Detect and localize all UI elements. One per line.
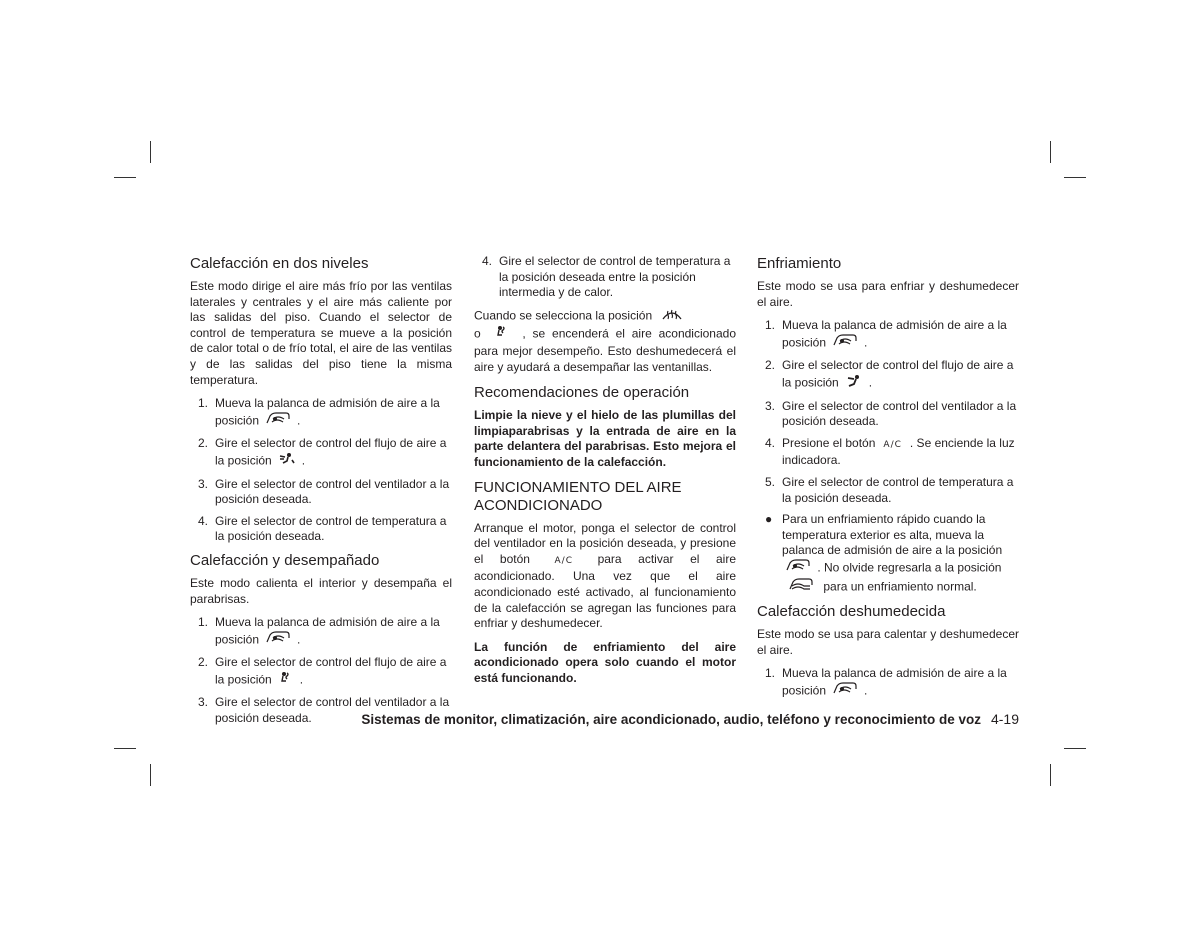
list-item [190, 436, 452, 470]
page-number: 4-19 [990, 711, 1019, 727]
list-item [474, 254, 736, 301]
air-recirculation-icon [832, 334, 858, 353]
text-span: . [868, 375, 873, 390]
section-title-heating-defogging: Calefacción y desempañado [190, 551, 380, 569]
step-number: 4. [198, 513, 209, 528]
air-recirculation-icon [785, 559, 811, 578]
step-number: 2. [198, 655, 209, 670]
step-number: 1. [765, 318, 776, 333]
step-text: Mueva la palanca de admisión de aire a la posición [782, 666, 1007, 698]
floor-defrost-icon [494, 325, 510, 344]
defrost-icon [661, 307, 683, 326]
step-number: 4. [482, 254, 493, 268]
step-number: 4. [765, 435, 776, 450]
steps-list [757, 318, 1019, 506]
bold-paragraph: La función de enfriamiento del aire acondicionado opera solo cuando el motor está funcionando. [474, 639, 736, 685]
text-span: para activar el aire acondicionado. Una vez que el aire acondicionado esté activado, al funcionamiento de la calefacción se agregan las funciones para enfriar y deshumedecer. [474, 551, 736, 631]
list-item [190, 396, 452, 430]
list-item [190, 477, 452, 508]
section-title-cooling: Enfriamiento [757, 255, 842, 272]
step-number: 1. [765, 666, 776, 681]
crop-mark [150, 764, 151, 786]
bold-paragraph: Limpie la nieve y el hielo de las plumillas del limpiaparabrisas y la entrada de aire en la parte delantera del parabrisas. Esto mejora el funcionamiento de la calefacción. [474, 408, 736, 469]
step-text: Gire el selector de control de temperatura a la posición deseada. [215, 513, 447, 544]
step-number: 1. [198, 615, 209, 630]
list-item [757, 318, 1019, 352]
section-title-dehumidified-heating: Calefacción deshumedecida [757, 603, 946, 621]
step-number: 2. [765, 358, 776, 373]
column-right [757, 254, 1019, 706]
step-text: Mueva la palanca de admisión de aire a la posición [782, 318, 1007, 350]
section-title-operating-tips: Recomendaciones de operación [474, 384, 690, 402]
steps-list [190, 396, 452, 545]
step-text: Mueva la palanca de admisión de aire a la posición [215, 615, 440, 647]
column-left [190, 254, 452, 733]
text-span: Arranque el motor, ponga el selector de control del ventilador en la posición deseada, y presione el botón [474, 520, 736, 566]
floor-defrost-icon [278, 671, 294, 690]
outside-air-icon [788, 578, 814, 597]
bi-level-airflow-icon [278, 452, 296, 471]
crop-mark [114, 748, 136, 749]
section-title-air-conditioner-operation: FUNCIONAMIENTO DEL AIRE ACONDICIONADO [474, 478, 682, 514]
step-number: 3. [198, 695, 209, 710]
bullet-list [757, 512, 1019, 596]
air-recirculation-icon [265, 412, 291, 431]
footer-section-title: Sistemas de monitor, climatización, aire acondicionado, audio, teléfono y reconocimiento de voz [361, 712, 981, 727]
list-item [190, 655, 452, 689]
step-text: Gire el selector de control de temperatura a la posición deseada. [782, 474, 1014, 505]
crop-mark [114, 177, 136, 178]
paragraph: Este modo se usa para enfriar y deshumedecer el aire. [757, 279, 1019, 309]
text-span: para un enfriamiento normal. [823, 578, 977, 593]
section-title-dual-level-heating: Calefacción en dos niveles [190, 255, 369, 272]
list-item [757, 399, 1019, 430]
text-span: . [297, 413, 301, 428]
text-span: o [474, 326, 481, 341]
list-item [190, 615, 452, 649]
text-span: . [301, 453, 306, 468]
text-span: . [864, 335, 868, 350]
air-recirculation-icon [832, 682, 858, 701]
vent-airflow-icon [845, 374, 863, 393]
text-span: . [297, 632, 301, 647]
ac-button-symbol: A/C [883, 439, 902, 450]
text-span: . No olvide regresarla a la posición [817, 560, 1002, 575]
paragraph [474, 521, 736, 632]
paragraph: Este modo se usa para calentar y deshumedecer el aire. [757, 627, 1019, 657]
list-item [190, 514, 452, 545]
step-number: 2. [198, 436, 209, 451]
steps-list [757, 666, 1019, 700]
list-item [757, 512, 1019, 596]
column-middle [474, 254, 736, 694]
step-number: 3. [198, 476, 209, 491]
ac-button-symbol: A/C [554, 555, 573, 566]
crop-mark [1064, 748, 1086, 749]
step-text: Gire el selector de control del flujo de aire a la posición [215, 436, 447, 468]
text-span: , se encenderá el aire acondicionado para mejor desempeño. Esto deshumedecerá el aire y ayudará a desempañar las ventanillas. [474, 326, 737, 374]
bullet: ● [765, 512, 773, 527]
step-text: Gire el selector de control del ventilador a la posición deseada. [215, 476, 450, 507]
text-span: . [864, 683, 868, 698]
step-text: Gire el selector de control del ventilador a la posición deseada. [782, 398, 1017, 429]
step-text: Gire el selector de control del flujo de aire a la posición [215, 655, 447, 687]
step-number: 5. [765, 474, 776, 489]
step-text: Presione el botón [782, 435, 876, 450]
air-recirculation-icon [265, 631, 291, 650]
step-number: 3. [765, 398, 776, 413]
paragraph: Este modo calienta el interior y desempaña el parabrisas. [190, 575, 452, 606]
step-text: Gire el selector de control del ventilador a la posición deseada. [215, 695, 450, 726]
steps-list [190, 615, 452, 727]
page-footer [190, 711, 1019, 727]
list-item [757, 475, 1019, 506]
paragraph: Este modo dirige el aire más frío por las ventilas laterales y centrales y el aire más caliente por las salidas del piso. Cuando el selector de control de temperatura se mueve a la posición de calor total o de frío total, el aire de las ventilas y de las salidas del piso tiene la misma temperatura. [190, 279, 452, 387]
text-span: . Se enciende la luz indicadora. [782, 435, 1015, 468]
step-text: Gire el selector de control de temperatura a la posición deseada entre la posición intermedia y de calor. [499, 254, 731, 300]
text-span: . [299, 672, 304, 687]
crop-mark [1064, 177, 1086, 178]
crop-mark [150, 141, 151, 163]
step-text: Gire el selector de control del flujo de aire a la posición [782, 358, 1014, 390]
paragraph [474, 307, 736, 375]
text-span: Cuando se selecciona la posición [474, 308, 653, 323]
text-span: Para un enfriamiento rápido cuando la temperatura exterior es alta, mueva la palanca de admisión de aire a la posición [782, 512, 1003, 558]
step-number: 1. [198, 396, 209, 411]
list-item [757, 436, 1019, 469]
crop-mark [1050, 141, 1051, 163]
crop-mark [1050, 764, 1051, 786]
steps-list [474, 254, 736, 301]
list-item [757, 358, 1019, 392]
step-text: Mueva la palanca de admisión de aire a la posición [215, 396, 440, 428]
list-item [757, 666, 1019, 700]
